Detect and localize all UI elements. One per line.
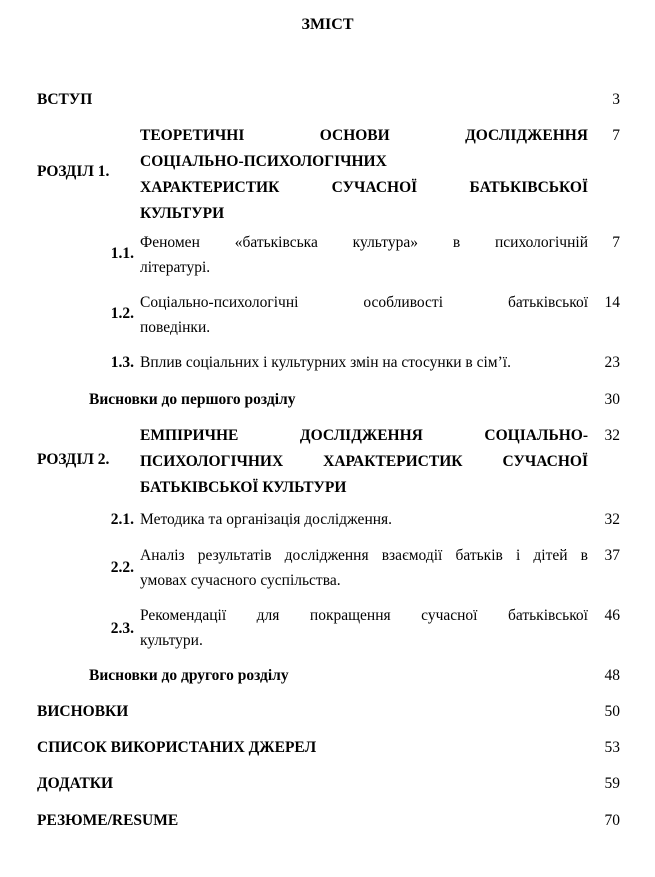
section-line: умовах сучасного суспільства. — [140, 572, 341, 589]
section-1-1-title[interactable] — [140, 230, 588, 280]
section-1-3-page: 23 — [604, 354, 620, 371]
chapter1-title-line: СОЦІАЛЬНО-ПСИХОЛОГІЧНИХ — [140, 153, 387, 170]
section-2-3-title[interactable] — [140, 603, 588, 653]
section-2-2-title[interactable] — [140, 543, 588, 593]
section-1-2-title[interactable] — [140, 290, 588, 340]
section-2-1-page: 32 — [604, 511, 620, 528]
section-1-2-number: 1.2. — [110, 305, 134, 322]
toc-conclusions-page: 50 — [604, 703, 620, 720]
toc-resume-page: 70 — [604, 812, 620, 829]
section-2-1-number: 2.1. — [110, 511, 134, 528]
toc-references-label[interactable]: СПИСОК ВИКОРИСТАНИХ ДЖЕРЕЛ — [37, 739, 317, 756]
chapter1-title[interactable] — [140, 123, 588, 227]
toc-resume-label[interactable]: РЕЗЮМЕ/RESUME — [37, 812, 179, 829]
chapter1-label[interactable]: РОЗДІЛ 1. — [37, 163, 110, 180]
toc-appendices-page: 59 — [604, 775, 620, 792]
section-line: поведінки. — [140, 319, 211, 336]
chapter1-title-line: ХАРАКТЕРИСТИК СУЧАСНОЇ БАТЬКІВСЬКОЇ — [140, 179, 588, 196]
section-1-1-page: 7 — [612, 234, 620, 251]
chapter1-title-line: ТЕОРЕТИЧНІ ОСНОВИ ДОСЛІДЖЕННЯ — [140, 127, 588, 144]
chapter2-title[interactable] — [140, 423, 588, 501]
chapter1-title-line: КУЛЬТУРИ — [140, 205, 225, 222]
chapter2-label[interactable]: РОЗДІЛ 2. — [37, 451, 110, 468]
chapter1-conclusions-page: 30 — [604, 391, 620, 408]
section-2-2-page: 37 — [604, 547, 620, 564]
section-line: Соціально-психологічні особливості батьківської — [140, 294, 588, 311]
section-2-3-number: 2.3. — [110, 620, 134, 637]
section-1-2-page: 14 — [604, 294, 620, 311]
page-title: ЗМІСТ — [301, 16, 354, 33]
section-2-3-page: 46 — [604, 607, 620, 624]
chapter2-conclusions-label[interactable]: Висновки до другого розділу — [89, 667, 289, 684]
section-line: Рекомендації для покращення сучасної батьківської — [140, 607, 588, 624]
chapter1-conclusions-label[interactable]: Висновки до першого розділу — [89, 391, 296, 408]
toc-intro-label[interactable]: ВСТУП — [37, 91, 93, 108]
chapter1-page: 7 — [612, 127, 620, 144]
section-2-2-number: 2.2. — [110, 559, 134, 576]
toc-references-page: 53 — [604, 739, 620, 756]
section-line: культури. — [140, 632, 203, 649]
chapter2-title-line: ПСИХОЛОГІЧНИХ ХАРАКТЕРИСТИК СУЧАСНОЇ — [140, 453, 588, 470]
section-line: літературі. — [140, 259, 211, 276]
toc-appendices-label[interactable]: ДОДАТКИ — [37, 775, 114, 792]
chapter2-conclusions-page: 48 — [604, 667, 620, 684]
section-2-1-title[interactable]: Методика та організація дослідження. — [140, 511, 393, 528]
section-1-3-number: 1.3. — [110, 354, 134, 371]
section-1-1-number: 1.1. — [110, 245, 134, 262]
toc-conclusions-label[interactable]: ВИСНОВКИ — [37, 703, 129, 720]
section-1-3-title[interactable]: Вплив соціальних і культурних змін на стосунки в сім’ї. — [140, 354, 511, 371]
section-line: Феномен «батьківська культура» в психологічній — [140, 234, 588, 251]
toc-intro-page: 3 — [612, 91, 620, 108]
section-line: Аналіз результатів дослідження взаємодії батьків і дітей в — [140, 547, 588, 564]
chapter2-page: 32 — [604, 427, 620, 444]
chapter2-title-line: ЕМПІРИЧНЕ ДОСЛІДЖЕННЯ СОЦІАЛЬНО- — [140, 427, 588, 444]
chapter2-title-line: БАТЬКІВСЬКОЇ КУЛЬТУРИ — [140, 479, 347, 496]
